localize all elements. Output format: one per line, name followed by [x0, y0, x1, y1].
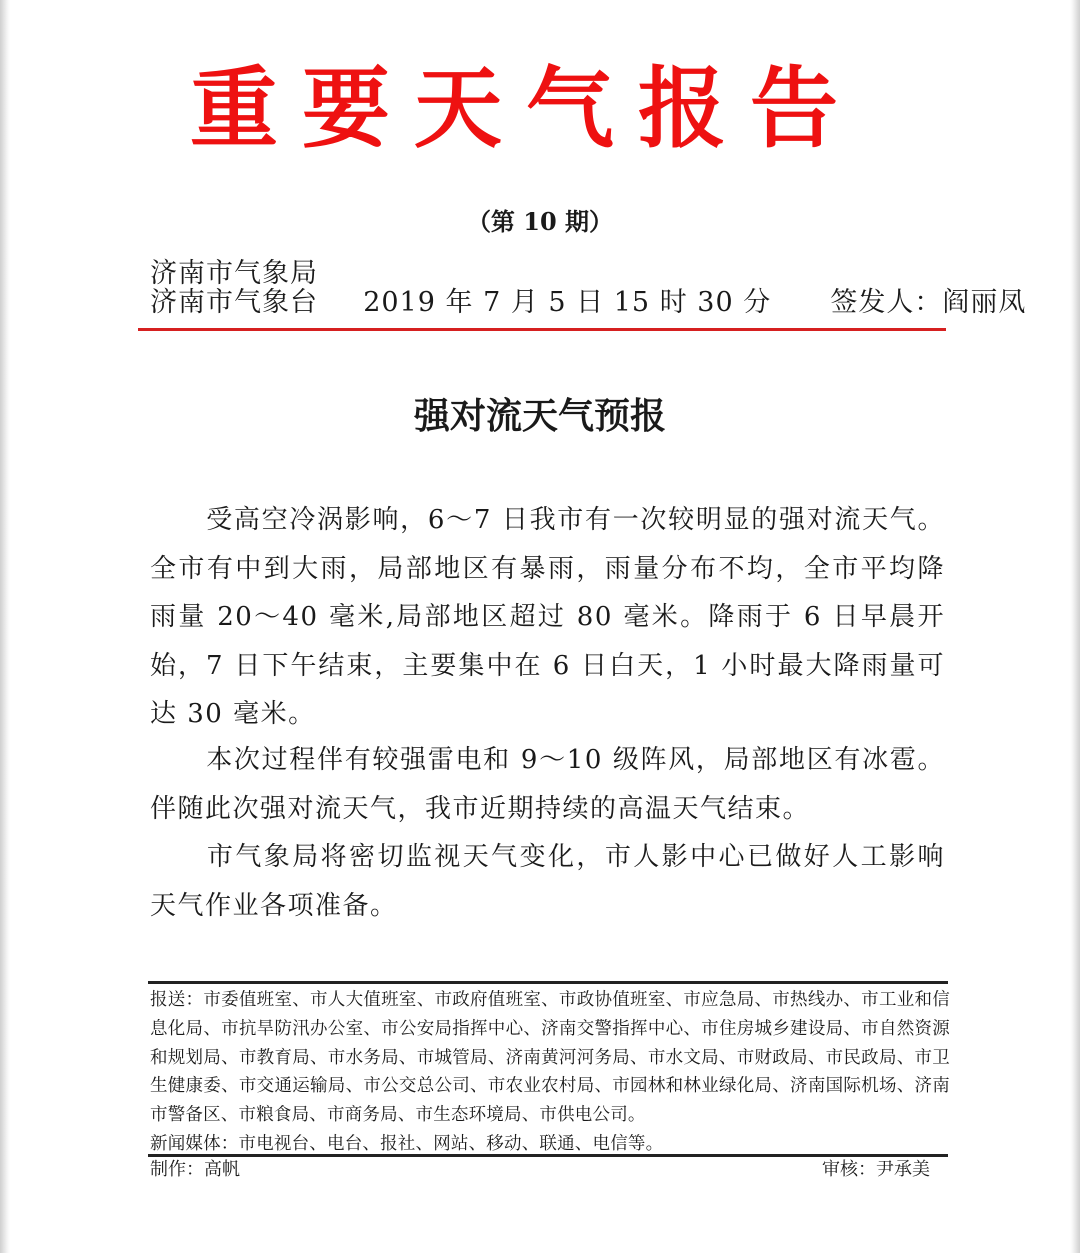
maker: 制作：高帆 — [150, 1159, 240, 1180]
paragraph-3: 市气象局将密切监视天气变化，市人影中心已做好人工影响天气作业各项准备。 — [150, 842, 945, 921]
distribution-top-rule — [148, 981, 948, 984]
reviewer: 审核：尹承美 — [822, 1159, 930, 1180]
paragraph-1: 受高空冷涡影响，6～7 日我市有一次较明显的强对流天气。全市有中到大雨，局部地区有暴雨，雨量分布不均，全市平均降雨量 20～40 毫米,局部地区超过 80 毫米。降雨于 6 日早晨开始，7 日下午结束，主要集中在 6 日白天，1 小时最大降雨量可达 30 毫米。 — [150, 505, 945, 729]
org-bureau: 济南市气象局 — [150, 258, 318, 289]
media-list: 新闻媒体：市电视台、电台、报社、网站、移动、联通、电信等。 — [150, 1133, 664, 1154]
document-title: 强对流天气预报 — [413, 395, 666, 437]
page-edge-right — [1070, 0, 1080, 1253]
org-observatory-line — [150, 287, 1026, 319]
header-separator — [138, 328, 946, 331]
signer-name: 阎丽凤 — [942, 287, 1027, 318]
page-edge-left — [0, 0, 10, 1253]
org-observatory: 济南市气象台 — [150, 287, 318, 318]
issue-datetime: 2019 年 7 月 5 日 15 时 30 分 — [363, 287, 772, 318]
recipients-list: 报送：市委值班室、市人大值班室、市政府值班室、市政协值班室、市应急局、市热线办、市工业和信息化局、市抗旱防汛办公室、市公安局指挥中心、济南交警指挥中心、市住房城乡建设局、市自然资源和规划局、市教育局、市水务局、市城管局、济南黄河河务局、市水文局、市财政局、市民政局、市卫生健康委、市交通运输局、市公交总公司、市农业农村局、市园林和林业绿化局、济南国际机场、济南市警备区、市粮食局、市商务局、市生态环境局、市供电公司。 — [150, 990, 950, 1126]
issue-number: （第 10 期） — [466, 207, 614, 236]
distribution-block — [150, 986, 950, 1159]
report-title: 重要天气报告 — [190, 56, 863, 160]
paragraph-2: 本次过程伴有较强雷电和 9～10 级阵风，局部地区有冰雹。伴随此次强对流天气，我市近期持续的高温天气结束。 — [150, 745, 945, 824]
signer-label: 签发人： — [830, 287, 943, 318]
